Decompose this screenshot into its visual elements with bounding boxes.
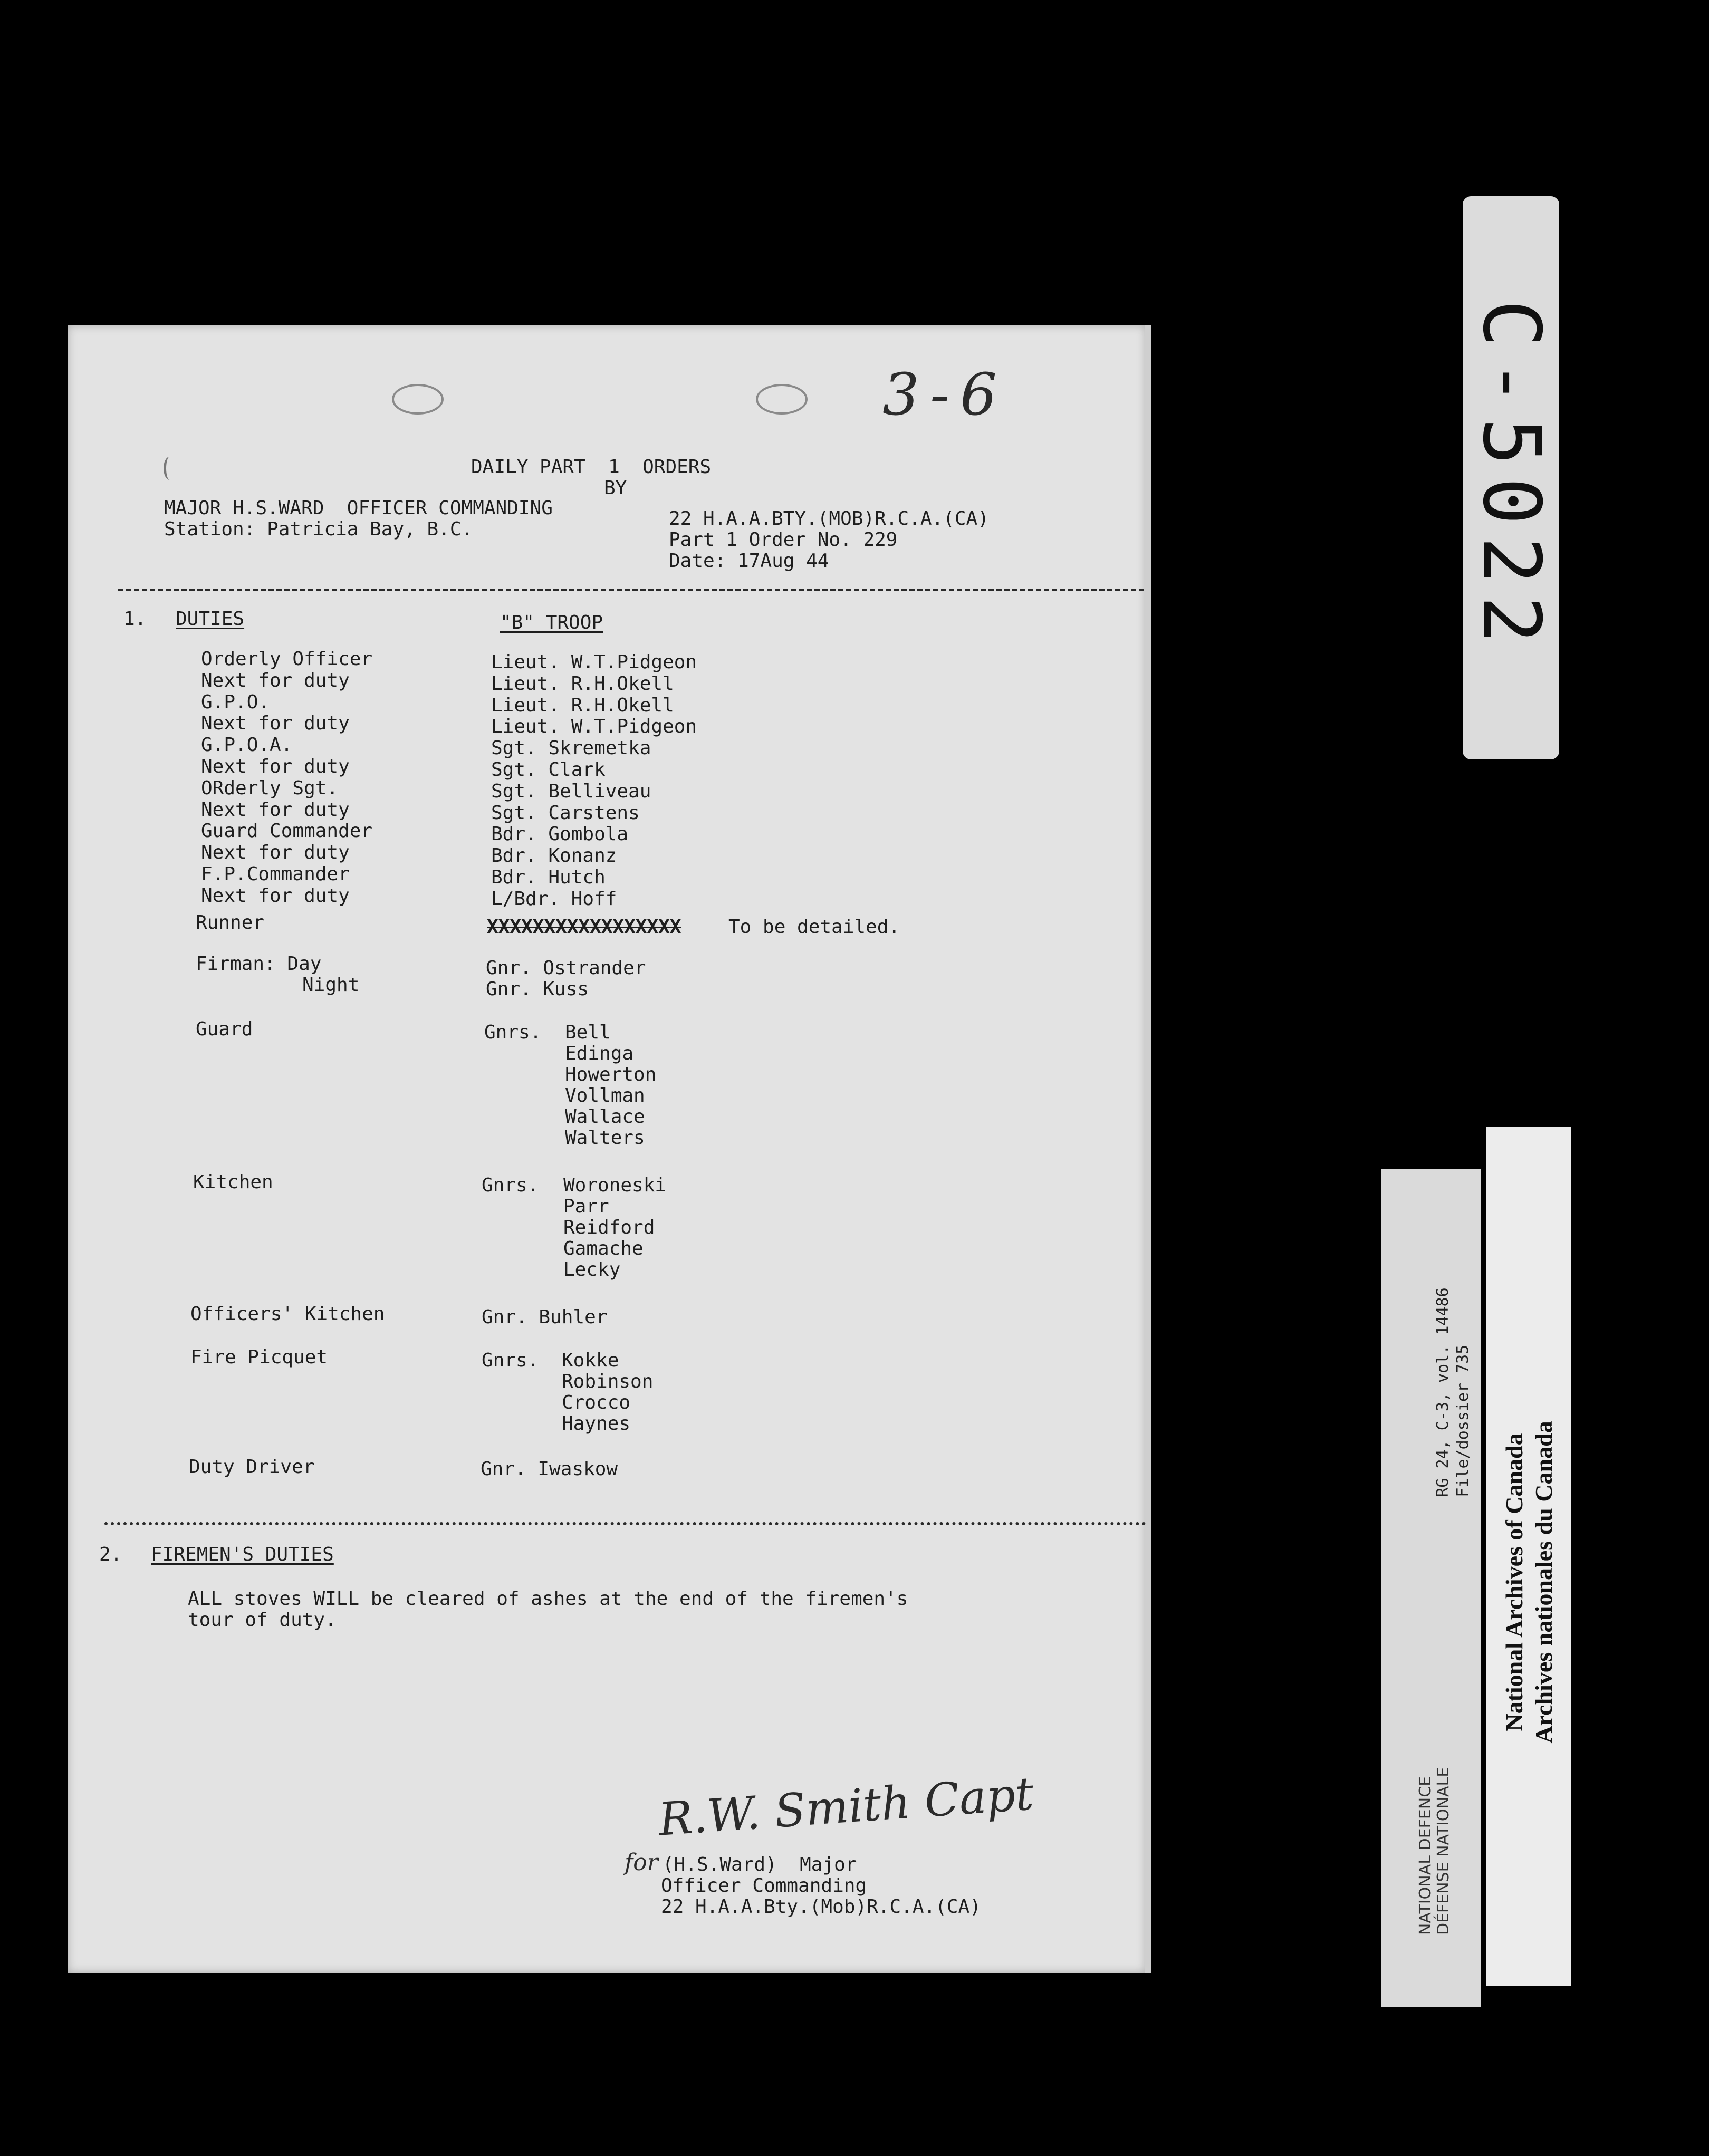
order-number: Part 1 Order No. 229 bbox=[669, 529, 898, 551]
signatory-name: (H.S.Ward) Major bbox=[663, 1854, 857, 1875]
section-2-line-1: ALL stoves WILL be cleared of ashes at the end of the firemen's bbox=[188, 1588, 908, 1610]
kitchen-name: Woroneski bbox=[563, 1175, 667, 1196]
kitchen-name: Parr bbox=[563, 1196, 609, 1217]
guard-name: Howerton bbox=[565, 1064, 657, 1085]
duty-person: Sgt. Belliveau bbox=[491, 780, 651, 802]
department-en: NATIONAL DEFENCE bbox=[1416, 1776, 1435, 1936]
duty-role: Next for duty bbox=[201, 669, 350, 691]
duty-role: Next for duty bbox=[201, 842, 350, 864]
department-fr: DÉFENSE NATIONALE bbox=[1434, 1767, 1453, 1936]
record-group-reference bbox=[1433, 1287, 1473, 1497]
duty-person: Sgt. Clark bbox=[491, 759, 606, 781]
header-divider bbox=[118, 589, 1144, 591]
handwritten-reference: 3-6 bbox=[882, 361, 1008, 428]
duty-person: Lieut. R.H.Okell bbox=[491, 694, 674, 716]
archives-en: National Archives of Canada bbox=[1501, 1433, 1528, 1731]
punch-hole-mark bbox=[164, 457, 176, 480]
kitchen-name: Lecky bbox=[563, 1259, 621, 1281]
duty-role: Next for duty bbox=[201, 798, 350, 821]
section-2-number: 2. bbox=[99, 1544, 122, 1565]
handwritten-signature: R.W. Smith Capt bbox=[657, 1767, 1035, 1846]
guard-name: Wallace bbox=[565, 1106, 645, 1128]
fire-picquet-name: Kokke bbox=[562, 1350, 619, 1371]
duty-role: Next for duty bbox=[201, 756, 350, 777]
section-2-title: FIREMEN'S DUTIES bbox=[151, 1544, 334, 1565]
archives-fr: Archives nationales du Canada bbox=[1530, 1421, 1557, 1744]
kitchen-prefix: Gnrs. bbox=[482, 1175, 539, 1196]
file-dossier: File/dossier 735 bbox=[1454, 1344, 1472, 1497]
runner-note: To be detailed. bbox=[728, 916, 900, 938]
runner-role: Runner bbox=[196, 912, 265, 933]
duty-role: Guard Commander bbox=[201, 820, 373, 842]
guard-name: Bell bbox=[565, 1022, 611, 1043]
frame-number: C-5022 bbox=[1465, 300, 1557, 655]
kitchen-name: Gamache bbox=[563, 1238, 644, 1259]
signatory-title: Officer Commanding bbox=[661, 1875, 867, 1897]
kitchen-label: Kitchen bbox=[193, 1171, 273, 1193]
fire-picquet-name: Haynes bbox=[562, 1413, 631, 1435]
duty-person: Bdr. Gombola bbox=[491, 823, 629, 845]
officers-kitchen-label: Officers' Kitchen bbox=[190, 1303, 385, 1325]
duty-driver-label: Duty Driver bbox=[189, 1456, 315, 1478]
station-line: Station: Patricia Bay, B.C. bbox=[164, 518, 473, 540]
duty-person: L/Bdr. Hoff bbox=[491, 888, 617, 910]
department-name bbox=[1417, 1767, 1453, 1935]
duty-person: Lieut. W.T.Pidgeon bbox=[491, 716, 697, 738]
guard-prefix: Gnrs. bbox=[484, 1022, 542, 1043]
section-2-line-2: tour of duty. bbox=[188, 1609, 337, 1631]
duty-person: Lieut. R.H.Okell bbox=[491, 672, 674, 695]
order-date: Date: 17Aug 44 bbox=[669, 550, 829, 572]
section-1-title: DUTIES bbox=[176, 608, 245, 630]
duty-role: Next for duty bbox=[201, 884, 350, 907]
duty-person: Sgt. Skremetka bbox=[491, 737, 651, 759]
order-title-by: BY bbox=[604, 477, 627, 499]
firman-day-person: Gnr. Ostrander bbox=[486, 957, 646, 979]
duty-role: Next for duty bbox=[201, 713, 350, 735]
fire-picquet-prefix: Gnrs. bbox=[482, 1350, 539, 1371]
document-paper bbox=[68, 325, 1146, 1973]
firman-night-person: Gnr. Kuss bbox=[486, 978, 589, 1000]
troop-heading: "B" TROOP bbox=[500, 612, 603, 633]
duty-person: Lieut. W.T.Pidgeon bbox=[491, 651, 697, 673]
duty-driver-person: Gnr. Iwaskow bbox=[481, 1458, 618, 1480]
guard-label: Guard bbox=[196, 1018, 253, 1040]
duty-role: Orderly Officer bbox=[201, 648, 373, 670]
duty-person: Bdr. Konanz bbox=[491, 845, 617, 867]
order-title: DAILY PART 1 ORDERS bbox=[471, 456, 712, 478]
record-group: RG 24, C-3, vol. 14486 bbox=[1434, 1287, 1452, 1497]
duty-role: G.P.O.A. bbox=[201, 734, 293, 756]
duty-role: ORderly Sgt. bbox=[201, 777, 339, 799]
firman-label: Firman: Day bbox=[196, 953, 322, 975]
fire-picquet-name: Crocco bbox=[562, 1392, 631, 1413]
duty-person: Sgt. Carstens bbox=[491, 802, 640, 824]
duty-role: F.P.Commander bbox=[201, 863, 350, 885]
fire-picquet-name: Robinson bbox=[562, 1371, 654, 1392]
guard-name: Vollman bbox=[565, 1085, 645, 1106]
section-1-number: 1. bbox=[123, 608, 147, 630]
duty-role: G.P.O. bbox=[201, 691, 270, 713]
firman-night-label: Night bbox=[302, 974, 360, 996]
signatory-unit: 22 H.A.A.Bty.(Mob)R.C.A.(CA) bbox=[661, 1896, 981, 1918]
runner-struck-text: XXXXXXXXXXXXXXXXX bbox=[487, 916, 681, 938]
punch-hole-mark bbox=[392, 384, 444, 415]
officer-commanding-line: MAJOR H.S.WARD OFFICER COMMANDING bbox=[164, 497, 553, 519]
national-archives-text bbox=[1500, 1421, 1559, 1743]
fire-picquet-label: Fire Picquet bbox=[190, 1346, 328, 1368]
duty-person: Bdr. Hutch bbox=[491, 867, 606, 888]
signature-for: for bbox=[625, 1849, 658, 1876]
kitchen-name: Reidford bbox=[563, 1217, 655, 1238]
officers-kitchen-person: Gnr. Buhler bbox=[482, 1306, 608, 1328]
unit-line: 22 H.A.A.BTY.(MOB)R.C.A.(CA) bbox=[669, 508, 989, 530]
guard-name: Walters bbox=[565, 1127, 645, 1149]
guard-name: Edinga bbox=[565, 1043, 634, 1064]
punch-hole-mark bbox=[756, 384, 808, 415]
section-divider bbox=[104, 1522, 1146, 1525]
